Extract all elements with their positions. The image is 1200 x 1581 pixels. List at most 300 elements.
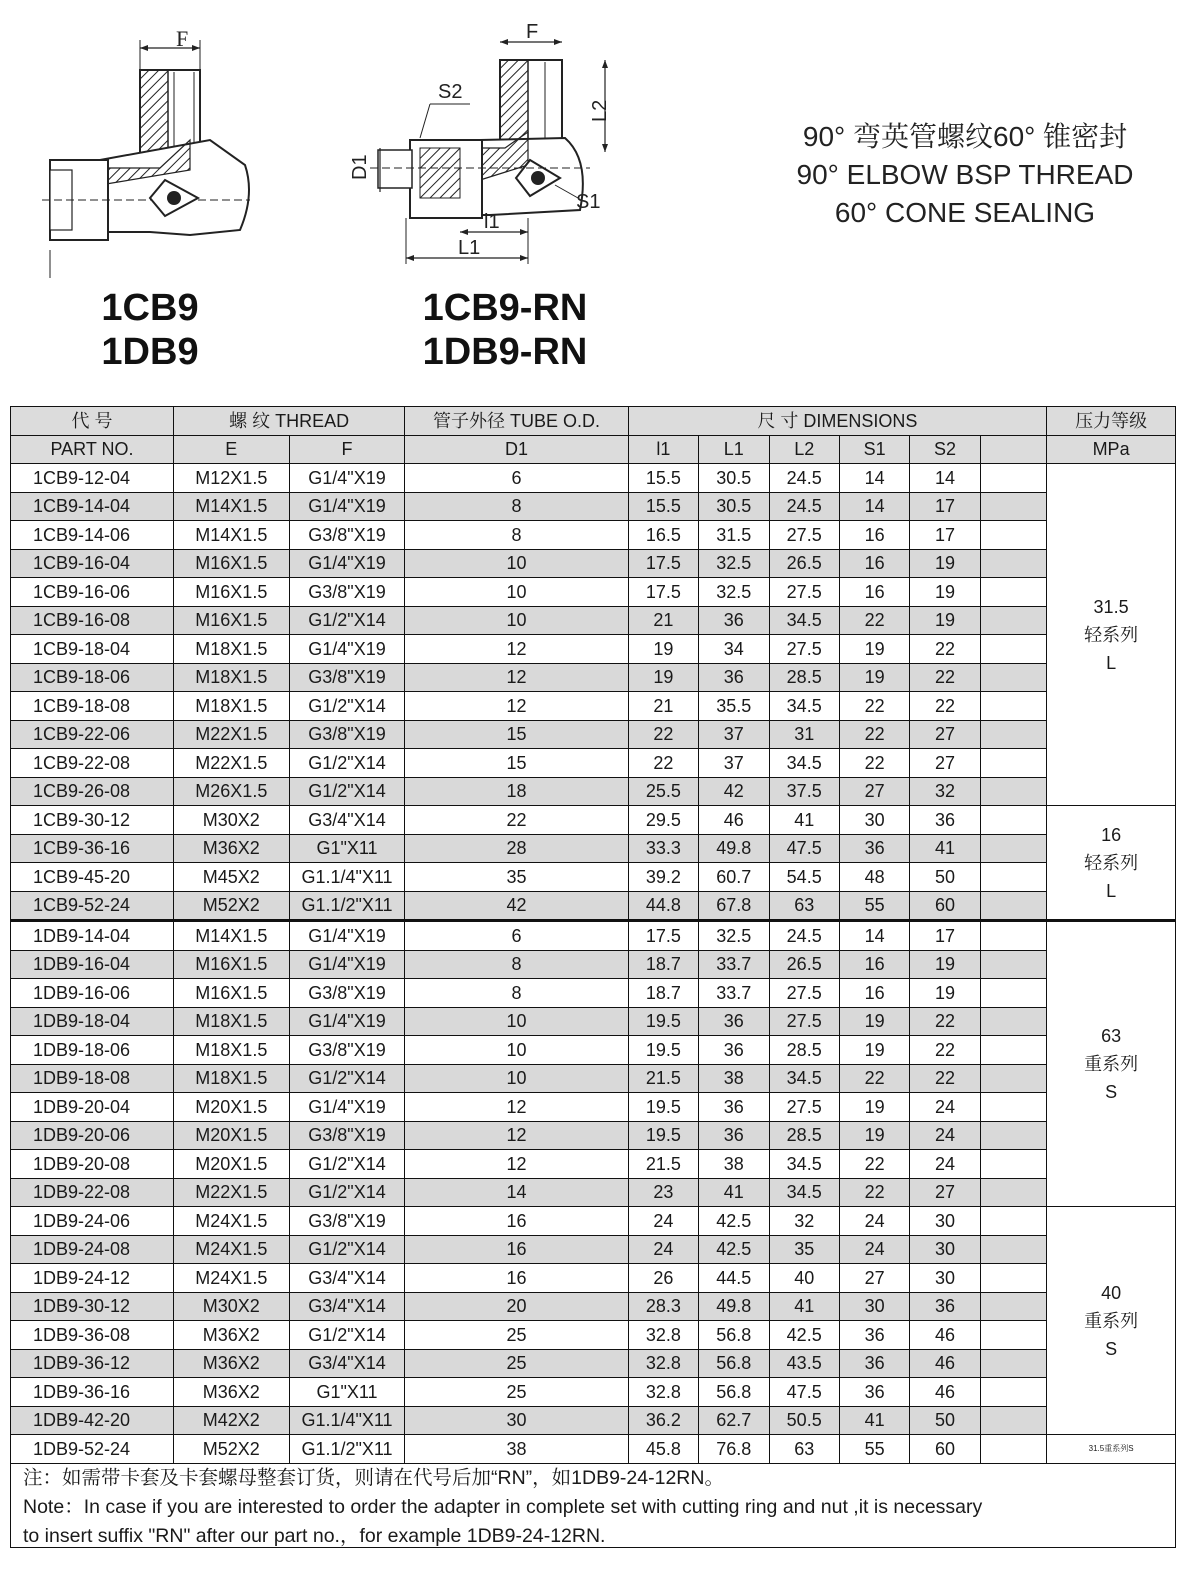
cell-tube-od: 16	[405, 1264, 628, 1293]
cell-dim-l1-big: 49.8	[699, 834, 769, 863]
table-row	[11, 979, 1176, 1008]
dim-label-l1-small: l1	[484, 211, 500, 233]
cell-dim-l1-big: 35.5	[699, 692, 769, 721]
table-row	[11, 1349, 1176, 1378]
table-row	[11, 521, 1176, 550]
cell-blank	[980, 663, 1046, 692]
model-name-1db9: 1DB9	[101, 331, 199, 373]
cell-part-no: 1DB9-22-08	[11, 1178, 174, 1207]
cell-thread-e: M16X1.5	[173, 950, 289, 979]
cell-dim-s2: 17	[910, 492, 980, 521]
cell-blank	[980, 950, 1046, 979]
cell-blank	[980, 1150, 1046, 1179]
cell-part-no: 1DB9-52-24	[11, 1435, 174, 1464]
cell-dim-l2: 47.5	[769, 834, 839, 863]
cell-part-no: 1DB9-36-16	[11, 1378, 174, 1407]
cell-dim-l2: 50.5	[769, 1406, 839, 1435]
cell-thread-e: M18X1.5	[173, 663, 289, 692]
table-row	[11, 950, 1176, 979]
cell-dim-l1-big: 56.8	[699, 1378, 769, 1407]
header-blank	[980, 435, 1046, 464]
cell-dim-s1: 36	[839, 1349, 909, 1378]
cell-blank	[980, 1406, 1046, 1435]
cell-dim-l1-small: 21.5	[628, 1150, 698, 1179]
cell-tube-od: 8	[405, 979, 628, 1008]
cell-thread-e: M18X1.5	[173, 1007, 289, 1036]
spec-table	[10, 406, 1176, 1464]
table-row	[11, 578, 1176, 607]
cell-tube-od: 38	[405, 1435, 628, 1464]
cell-thread-e: M30X2	[173, 806, 289, 835]
cell-blank	[980, 806, 1046, 835]
cell-dim-s1: 19	[839, 663, 909, 692]
cell-tube-od: 6	[405, 921, 628, 951]
pressure-series: 重系列	[1084, 1310, 1139, 1331]
table-row	[11, 492, 1176, 521]
cell-tube-od: 16	[405, 1207, 628, 1236]
table-row	[11, 1435, 1176, 1464]
cell-thread-e: M45X2	[173, 863, 289, 892]
cell-tube-od: 12	[405, 1093, 628, 1122]
cell-dim-s1: 24	[839, 1235, 909, 1264]
cell-part-no: 1DB9-16-04	[11, 950, 174, 979]
cell-thread-f: G1/4"X19	[289, 492, 405, 521]
cell-thread-e: M36X2	[173, 834, 289, 863]
cell-dim-l1-big: 36	[699, 1036, 769, 1065]
pressure-code: S	[1105, 1338, 1118, 1359]
table-row	[11, 1036, 1176, 1065]
cell-dim-s2: 27	[910, 720, 980, 749]
cell-part-no: 1DB9-20-04	[11, 1093, 174, 1122]
cell-blank	[980, 749, 1046, 778]
cell-dim-s2: 22	[910, 663, 980, 692]
cell-dim-l1-big: 33.7	[699, 950, 769, 979]
cell-dim-l1-small: 28.3	[628, 1292, 698, 1321]
cell-pressure-group	[1047, 806, 1176, 921]
cell-thread-e: M20X1.5	[173, 1150, 289, 1179]
cell-dim-l2: 27.5	[769, 521, 839, 550]
header-s1: S1	[839, 435, 909, 464]
cell-thread-f: G1/4"X19	[289, 950, 405, 979]
cell-dim-l2: 27.5	[769, 1007, 839, 1036]
cell-blank	[980, 1036, 1046, 1065]
cell-blank	[980, 549, 1046, 578]
cell-thread-f: G1/2"X14	[289, 1064, 405, 1093]
cell-dim-s2: 30	[910, 1235, 980, 1264]
cell-dim-s1: 27	[839, 777, 909, 806]
cell-dim-l2: 26.5	[769, 950, 839, 979]
cell-dim-l1-small: 32.8	[628, 1378, 698, 1407]
header-tube: 管子外径 TUBE O.D.	[405, 407, 628, 436]
cell-thread-f: G1/2"X14	[289, 1235, 405, 1264]
cell-tube-od: 12	[405, 1121, 628, 1150]
cell-thread-e: M18X1.5	[173, 692, 289, 721]
cell-tube-od: 28	[405, 834, 628, 863]
cell-dim-l2: 27.5	[769, 979, 839, 1008]
header-part: 代 号	[11, 407, 174, 436]
cell-dim-l1-small: 24	[628, 1235, 698, 1264]
cell-dim-s1: 22	[839, 749, 909, 778]
cell-blank	[980, 1093, 1046, 1122]
cell-part-no: 1CB9-22-06	[11, 720, 174, 749]
cell-part-no: 1DB9-24-12	[11, 1264, 174, 1293]
product-title	[770, 118, 1160, 232]
cell-dim-l1-small: 19.5	[628, 1093, 698, 1122]
note-english-line1: Note：In case if you are interested to order the adapter in complete set with cutting ring and nut ,it is necessary	[23, 1496, 983, 1518]
cell-tube-od: 14	[405, 1178, 628, 1207]
cell-dim-l2: 24.5	[769, 492, 839, 521]
cell-thread-f: G3/8"X19	[289, 1036, 405, 1065]
cell-dim-l1-small: 24	[628, 1207, 698, 1236]
cell-dim-s1: 22	[839, 1150, 909, 1179]
cell-blank	[980, 492, 1046, 521]
cell-thread-f: G3/8"X19	[289, 720, 405, 749]
cell-tube-od: 15	[405, 720, 628, 749]
cell-part-no: 1DB9-36-08	[11, 1321, 174, 1350]
cell-dim-l1-small: 29.5	[628, 806, 698, 835]
cell-pressure-group	[1047, 1207, 1176, 1435]
elbow-drawing-1cb9-rn	[340, 20, 630, 280]
cell-dim-l2: 40	[769, 1264, 839, 1293]
cell-blank	[980, 777, 1046, 806]
dim-label-l2: L2	[589, 99, 611, 122]
table-row	[11, 1321, 1176, 1350]
note-english-line2: to insert suffix "RN" after our part no.，for example 1DB9-24-12RN.	[23, 1525, 606, 1547]
cell-thread-f: G1.1/2"X11	[289, 1435, 405, 1464]
cell-dim-l2: 63	[769, 1435, 839, 1464]
cell-part-no: 1DB9-24-06	[11, 1207, 174, 1236]
cell-dim-s1: 19	[839, 1121, 909, 1150]
cell-dim-s2: 27	[910, 1178, 980, 1207]
cell-dim-l1-big: 41	[699, 1178, 769, 1207]
cell-dim-l1-big: 46	[699, 806, 769, 835]
cell-dim-l1-big: 33.7	[699, 979, 769, 1008]
cell-part-no: 1CB9-18-04	[11, 635, 174, 664]
table-row	[11, 1178, 1176, 1207]
cell-thread-e: M30X2	[173, 1292, 289, 1321]
cell-dim-s2: 24	[910, 1150, 980, 1179]
cell-thread-e: M14X1.5	[173, 921, 289, 951]
dim-label-l1-big: L1	[458, 237, 481, 259]
cell-blank	[980, 635, 1046, 664]
cell-dim-s1: 19	[839, 1007, 909, 1036]
table-row	[11, 749, 1176, 778]
cell-tube-od: 12	[405, 635, 628, 664]
cell-part-no: 1DB9-24-08	[11, 1235, 174, 1264]
table-row	[11, 464, 1176, 493]
cell-dim-s2: 19	[910, 578, 980, 607]
cell-tube-od: 25	[405, 1321, 628, 1350]
cell-dim-s1: 22	[839, 1178, 909, 1207]
cell-blank	[980, 1207, 1046, 1236]
cell-thread-f: G3/8"X19	[289, 1207, 405, 1236]
cell-thread-f: G1/2"X14	[289, 777, 405, 806]
cell-dim-l2: 24.5	[769, 464, 839, 493]
cell-dim-l2: 35	[769, 1235, 839, 1264]
table-row	[11, 921, 1176, 951]
cell-dim-s1: 22	[839, 720, 909, 749]
header-f: F	[289, 435, 405, 464]
title-english-line1: 90° ELBOW BSP THREAD	[796, 159, 1134, 190]
cell-dim-s2: 32	[910, 777, 980, 806]
cell-dim-l1-big: 32.5	[699, 549, 769, 578]
cell-blank	[980, 1321, 1046, 1350]
cell-part-no: 1CB9-14-04	[11, 492, 174, 521]
pressure-code: L	[1106, 652, 1117, 673]
cell-thread-f: G1/4"X19	[289, 549, 405, 578]
cell-dim-s2: 19	[910, 549, 980, 578]
cell-blank	[980, 1178, 1046, 1207]
cell-dim-s1: 19	[839, 1036, 909, 1065]
cell-blank	[980, 464, 1046, 493]
cell-part-no: 1DB9-36-12	[11, 1349, 174, 1378]
cell-part-no: 1CB9-52-24	[11, 891, 174, 921]
table-row	[11, 1406, 1176, 1435]
cell-dim-l2: 41	[769, 806, 839, 835]
cell-dim-l1-small: 26	[628, 1264, 698, 1293]
cell-thread-f: G1/2"X14	[289, 749, 405, 778]
cell-tube-od: 22	[405, 806, 628, 835]
cell-part-no: 1CB9-36-16	[11, 834, 174, 863]
cell-tube-od: 20	[405, 1292, 628, 1321]
table-row	[11, 1121, 1176, 1150]
cell-dim-l2: 34.5	[769, 1064, 839, 1093]
cell-dim-l1-small: 33.3	[628, 834, 698, 863]
pressure-value: 31.5重系列S	[1088, 1444, 1134, 1453]
cell-dim-s2: 22	[910, 1007, 980, 1036]
cell-thread-f: G3/8"X19	[289, 663, 405, 692]
cell-part-no: 1CB9-18-08	[11, 692, 174, 721]
cell-dim-s2: 19	[910, 950, 980, 979]
cell-dim-l1-small: 19.5	[628, 1121, 698, 1150]
cell-tube-od: 6	[405, 464, 628, 493]
cell-pressure-group	[1047, 1435, 1176, 1464]
cell-blank	[980, 1007, 1046, 1036]
cell-blank	[980, 720, 1046, 749]
cell-thread-f: G3/4"X14	[289, 806, 405, 835]
cell-dim-l1-big: 76.8	[699, 1435, 769, 1464]
cell-dim-l1-big: 42	[699, 777, 769, 806]
cell-thread-f: G1/4"X19	[289, 921, 405, 951]
cell-blank	[980, 1064, 1046, 1093]
cell-part-no: 1CB9-26-08	[11, 777, 174, 806]
cell-part-no: 1CB9-18-06	[11, 663, 174, 692]
cell-dim-l1-small: 22	[628, 749, 698, 778]
cell-dim-s1: 16	[839, 578, 909, 607]
cell-thread-e: M24X1.5	[173, 1207, 289, 1236]
cell-dim-s2: 36	[910, 806, 980, 835]
table-row	[11, 834, 1176, 863]
cell-dim-l1-small: 15.5	[628, 492, 698, 521]
cell-dim-l1-big: 56.8	[699, 1321, 769, 1350]
cell-blank	[980, 1264, 1046, 1293]
cell-dim-s2: 27	[910, 749, 980, 778]
cell-dim-l2: 31	[769, 720, 839, 749]
cell-dim-l2: 28.5	[769, 1036, 839, 1065]
cell-dim-l2: 26.5	[769, 549, 839, 578]
cell-thread-f: G3/8"X19	[289, 578, 405, 607]
cell-tube-od: 8	[405, 521, 628, 550]
cell-dim-s1: 14	[839, 492, 909, 521]
cell-tube-od: 10	[405, 606, 628, 635]
cell-thread-f: G1/2"X14	[289, 606, 405, 635]
cell-part-no: 1DB9-30-12	[11, 1292, 174, 1321]
cell-dim-s2: 30	[910, 1264, 980, 1293]
pressure-series: 轻系列	[1084, 624, 1139, 645]
cell-dim-l1-small: 19	[628, 663, 698, 692]
elbow-drawing-1cb9	[40, 20, 280, 280]
notes	[10, 1462, 1176, 1548]
header-l1-big: L1	[699, 435, 769, 464]
cell-dim-l1-small: 21	[628, 606, 698, 635]
cell-dim-l1-big: 60.7	[699, 863, 769, 892]
cell-dim-l2: 34.5	[769, 749, 839, 778]
cell-blank	[980, 578, 1046, 607]
cell-dim-s1: 22	[839, 1064, 909, 1093]
cell-pressure-group	[1047, 464, 1176, 806]
cell-thread-e: M18X1.5	[173, 1036, 289, 1065]
cell-thread-e: M36X2	[173, 1349, 289, 1378]
header-thread: 螺 纹 THREAD	[173, 407, 404, 436]
cell-dim-l1-big: 44.5	[699, 1264, 769, 1293]
cell-dim-l1-small: 18.7	[628, 950, 698, 979]
table-row	[11, 663, 1176, 692]
cell-dim-s2: 22	[910, 1036, 980, 1065]
cell-thread-f: G3/8"X19	[289, 979, 405, 1008]
cell-thread-e: M16X1.5	[173, 549, 289, 578]
cell-dim-l2: 63	[769, 891, 839, 921]
cell-dim-l1-big: 38	[699, 1064, 769, 1093]
cell-dim-l1-big: 37	[699, 749, 769, 778]
pressure-code: L	[1106, 880, 1117, 901]
cell-thread-e: M18X1.5	[173, 635, 289, 664]
cell-thread-f: G1/2"X14	[289, 1178, 405, 1207]
cell-thread-e: M14X1.5	[173, 492, 289, 521]
cell-part-no: 1DB9-18-06	[11, 1036, 174, 1065]
cell-tube-od: 10	[405, 578, 628, 607]
cell-dim-s1: 19	[839, 635, 909, 664]
cell-thread-e: M24X1.5	[173, 1235, 289, 1264]
dim-label-s2: S2	[438, 81, 463, 103]
cell-dim-s2: 22	[910, 1064, 980, 1093]
cell-blank	[980, 1378, 1046, 1407]
cell-dim-l2: 34.5	[769, 606, 839, 635]
cell-dim-s2: 60	[910, 1435, 980, 1464]
cell-blank	[980, 921, 1046, 951]
cell-dim-l1-small: 17.5	[628, 921, 698, 951]
cell-thread-e: M16X1.5	[173, 606, 289, 635]
pressure-value: 16	[1101, 824, 1122, 845]
cell-dim-l2: 37.5	[769, 777, 839, 806]
cell-dim-l1-small: 44.8	[628, 891, 698, 921]
table-row	[11, 692, 1176, 721]
dim-label-d1: D1	[349, 154, 371, 180]
cell-dim-l1-big: 36	[699, 1093, 769, 1122]
header-s2: S2	[910, 435, 980, 464]
cell-dim-s2: 14	[910, 464, 980, 493]
note-chinese: 注：如需带卡套及卡套螺母整套订货，则请在代号后加“RN”，如1DB9-24-12RN。	[23, 1467, 724, 1489]
cell-thread-e: M52X2	[173, 1435, 289, 1464]
cell-tube-od: 16	[405, 1235, 628, 1264]
cell-tube-od: 10	[405, 1036, 628, 1065]
cell-tube-od: 10	[405, 1064, 628, 1093]
cell-dim-s2: 50	[910, 1406, 980, 1435]
cell-dim-s1: 55	[839, 1435, 909, 1464]
cell-dim-s1: 22	[839, 692, 909, 721]
cell-tube-od: 42	[405, 891, 628, 921]
cell-part-no: 1CB9-22-08	[11, 749, 174, 778]
cell-dim-s1: 16	[839, 979, 909, 1008]
cell-part-no: 1DB9-20-08	[11, 1150, 174, 1179]
cell-dim-s1: 55	[839, 891, 909, 921]
cell-part-no: 1CB9-16-08	[11, 606, 174, 635]
cell-dim-l2: 27.5	[769, 635, 839, 664]
cell-dim-l2: 24.5	[769, 921, 839, 951]
cell-tube-od: 25	[405, 1349, 628, 1378]
cell-dim-l1-small: 17.5	[628, 578, 698, 607]
cell-dim-s2: 22	[910, 635, 980, 664]
cell-dim-l1-big: 36	[699, 663, 769, 692]
cell-part-no: 1DB9-42-20	[11, 1406, 174, 1435]
cell-dim-l1-big: 30.5	[699, 464, 769, 493]
pressure-code: S	[1105, 1082, 1118, 1102]
cell-dim-s1: 36	[839, 1321, 909, 1350]
cell-dim-l1-small: 36.2	[628, 1406, 698, 1435]
cell-thread-f: G1/2"X14	[289, 692, 405, 721]
cell-tube-od: 18	[405, 777, 628, 806]
cell-thread-f: G3/8"X19	[289, 521, 405, 550]
cell-tube-od: 12	[405, 663, 628, 692]
cell-thread-e: M42X2	[173, 1406, 289, 1435]
cell-part-no: 1CB9-45-20	[11, 863, 174, 892]
cell-dim-l1-big: 42.5	[699, 1207, 769, 1236]
cell-dim-l2: 32	[769, 1207, 839, 1236]
cell-blank	[980, 1292, 1046, 1321]
cell-tube-od: 10	[405, 1007, 628, 1036]
cell-dim-l1-big: 30.5	[699, 492, 769, 521]
cell-thread-e: M26X1.5	[173, 777, 289, 806]
table-row	[11, 1093, 1176, 1122]
cell-dim-s1: 24	[839, 1207, 909, 1236]
header-l2: L2	[769, 435, 839, 464]
cell-dim-l1-small: 22	[628, 720, 698, 749]
cell-thread-f: G1/2"X14	[289, 1150, 405, 1179]
cell-dim-l1-big: 49.8	[699, 1292, 769, 1321]
header-mpa: MPa	[1047, 435, 1176, 464]
cell-thread-f: G1/4"X19	[289, 464, 405, 493]
header-d1: D1	[405, 435, 628, 464]
cell-thread-e: M14X1.5	[173, 521, 289, 550]
dim-label-f-rn: F	[526, 21, 539, 43]
cell-thread-e: M36X2	[173, 1378, 289, 1407]
table-row	[11, 1292, 1176, 1321]
cell-tube-od: 10	[405, 549, 628, 578]
cell-dim-l1-small: 25.5	[628, 777, 698, 806]
header-part-no: PART NO.	[11, 435, 174, 464]
cell-part-no: 1DB9-20-06	[11, 1121, 174, 1150]
cell-tube-od: 12	[405, 692, 628, 721]
cell-dim-s1: 14	[839, 464, 909, 493]
cell-dim-s2: 19	[910, 606, 980, 635]
cell-thread-f: G1.1/4"X11	[289, 863, 405, 892]
title-chinese: 90° 弯英管螺纹60° 锥密封	[802, 121, 1128, 152]
cell-dim-s2: 46	[910, 1349, 980, 1378]
cell-dim-s1: 36	[839, 834, 909, 863]
cell-blank	[980, 1235, 1046, 1264]
cell-blank	[980, 1121, 1046, 1150]
cell-part-no: 1DB9-18-08	[11, 1064, 174, 1093]
table-row	[11, 1378, 1176, 1407]
